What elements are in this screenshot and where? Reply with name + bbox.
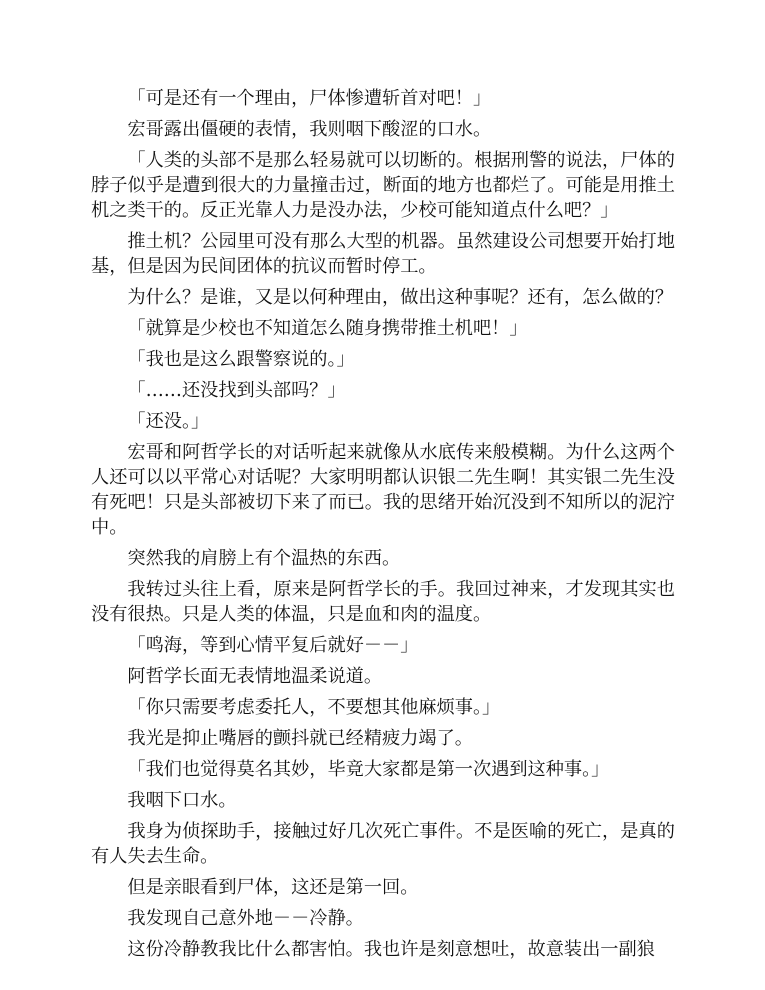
- paragraph: 突然我的肩膀上有个温热的东西。: [127, 548, 401, 569]
- paragraph: 「鸣海，等到心情平复后就好－－」: [127, 635, 419, 656]
- paragraph: 「还没。」: [127, 411, 210, 432]
- document-page: [91, 86, 675, 968]
- paragraph: 但是亲眼看到尸体，这还是第一回。: [127, 877, 419, 898]
- paragraph: 宏哥露出僵硬的表情，我则咽下酸涩的口水。: [127, 119, 492, 140]
- paragraph: 我咽下口水。: [127, 790, 237, 811]
- paragraph: 我转过头往上看，原来是阿哲学长的手。我回过神来，才发现其实也没有很热。只是人类的体温，只是血和肉的温度。: [91, 579, 675, 625]
- paragraph: 这份冷静教我比什么都害怕。我也许是刻意想吐，故意装出一副狼: [127, 939, 655, 960]
- paragraph: 「你只需要考虑委托人，不要想其他麻烦事。」: [127, 697, 501, 718]
- paragraph: 「人类的头部不是那么轻易就可以切断的。根据刑警的说法，尸体的脖子似乎是遭到很大的力量撞击过，断面的地方也都烂了。可能是用推土机之类干的。反正光靠人力是没办法，少校可能知道点什么吧？」: [91, 150, 675, 221]
- paragraph: 我发现自己意外地－－冷静。: [127, 908, 364, 929]
- paragraph: 「我也是这么跟警察说的。」: [127, 349, 355, 370]
- paragraph: 为什么？是谁，又是以何种理由，做出这种事呢？还有，怎么做的？: [127, 287, 674, 308]
- paragraph: 推土机？公园里可没有那么大型的机器。虽然建设公司想要开始打地基，但是因为民间团体的抗议而暂时停工。: [91, 231, 675, 277]
- paragraph: 宏哥和阿哲学长的对话听起来就像从水底传来般模糊。为什么这两个人还可以以平常心对话呢？大家明明都认识银二先生啊！其实银二先生没有死吧！只是头部被切下来了而已。我的思绪开始沉没到不知所以的泥泞中。: [91, 442, 675, 538]
- paragraph: 阿哲学长面无表情地温柔说道。: [127, 666, 383, 687]
- paragraph: 「可是还有一个理由，尸体惨遭斩首对吧！」: [127, 88, 492, 109]
- paragraph: 「我们也觉得莫名其妙，毕竟大家都是第一次遇到这种事。」: [127, 759, 610, 780]
- paragraph: 我光是抑止嘴唇的颤抖就已经精疲力竭了。: [127, 728, 473, 749]
- paragraph: 「……还没找到头部吗？」: [127, 380, 346, 401]
- paragraph: 「就算是少校也不知道怎么随身携带推土机吧！」: [127, 318, 528, 339]
- paragraph: 我身为侦探助手，接触过好几次死亡事件。不是医喻的死亡，是真的有人失去生命。: [91, 821, 675, 867]
